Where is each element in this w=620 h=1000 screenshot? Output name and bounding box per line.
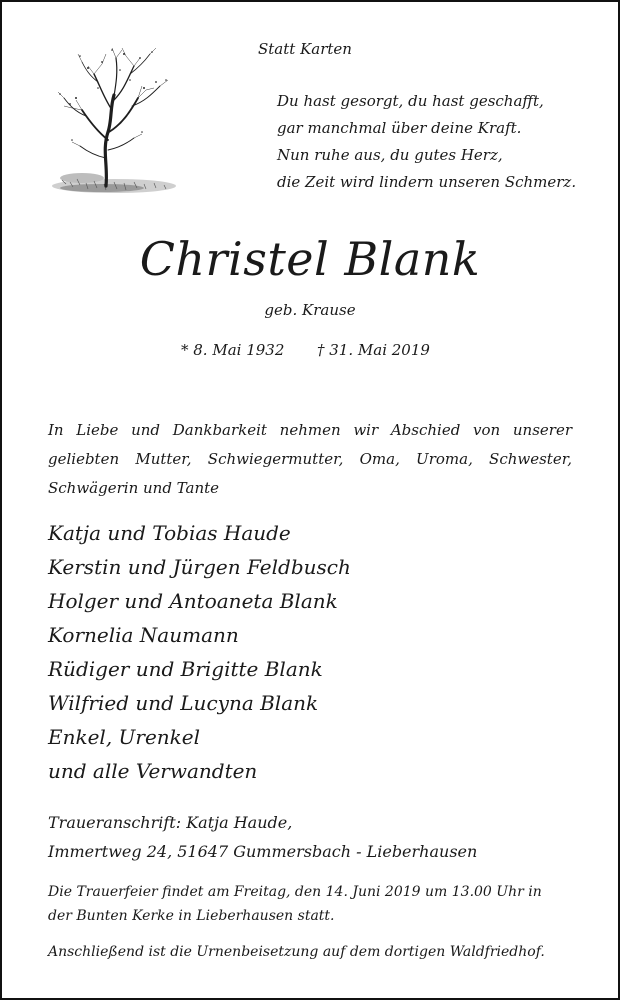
burial-notice: Anschließend ist die Urnenbeisetzung auf dem dortigen Waldfriedhof. [48, 944, 545, 960]
mourner-entry: Enkel, Urenkel [48, 725, 201, 749]
address-line: Immertweg 24, 51647 Gummersbach - Lieberhausen [48, 842, 478, 861]
farewell-line: geliebten Mutter, Schwiegermutter, Oma, Uroma, Schwester, [48, 450, 572, 468]
farewell-line: In Liebe und Dankbarkeit nehmen wir Abschied von unserer [48, 421, 572, 439]
mourner-entry: Kerstin und Jürgen Feldbusch [48, 555, 351, 579]
poem-line: Du hast gesorgt, du hast geschafft, [277, 92, 544, 110]
maiden-name: geb. Krause [264, 301, 356, 319]
mourner-entry: Holger und Antoaneta Blank [48, 589, 338, 613]
mourner-entry: Kornelia Naumann [48, 623, 239, 647]
farewell-text [48, 416, 572, 503]
funeral-line: der Bunten Kerke in Lieberhausen statt. [48, 908, 335, 924]
mourner-entry: Rüdiger und Brigitte Blank [48, 657, 323, 681]
poem-line: Nun ruhe aus, du gutes Herz, [277, 146, 503, 164]
mourner-entry: Wilfried und Lucyna Blank [48, 691, 319, 715]
mourner-entry: und alle Verwandten [48, 759, 258, 783]
poem [277, 88, 576, 196]
funeral-line: Die Trauerfeier findet am Freitag, den 14. Juni 2019 um 13.00 Uhr in [48, 884, 542, 900]
deceased-name: Christel Blank [139, 232, 481, 286]
poem-line: gar manchmal über deine Kraft. [277, 119, 522, 137]
mourner-entry: Katja und Tobias Haude [48, 521, 291, 545]
tree-illustration-icon [42, 40, 192, 200]
statt-karten-label: Statt Karten [258, 40, 352, 58]
address-line: Traueranschrift: Katja Haude, [48, 813, 293, 832]
mourners-list [48, 516, 351, 788]
mourning-address [48, 808, 477, 866]
poem-line: die Zeit wird lindern unseren Schmerz. [277, 173, 577, 191]
death-date: † 31. Mai 2019 [317, 341, 430, 359]
birth-date: * 8. Mai 1932 [181, 341, 285, 359]
funeral-notice [48, 880, 542, 928]
farewell-line: Schwägerin und Tante [48, 479, 220, 497]
